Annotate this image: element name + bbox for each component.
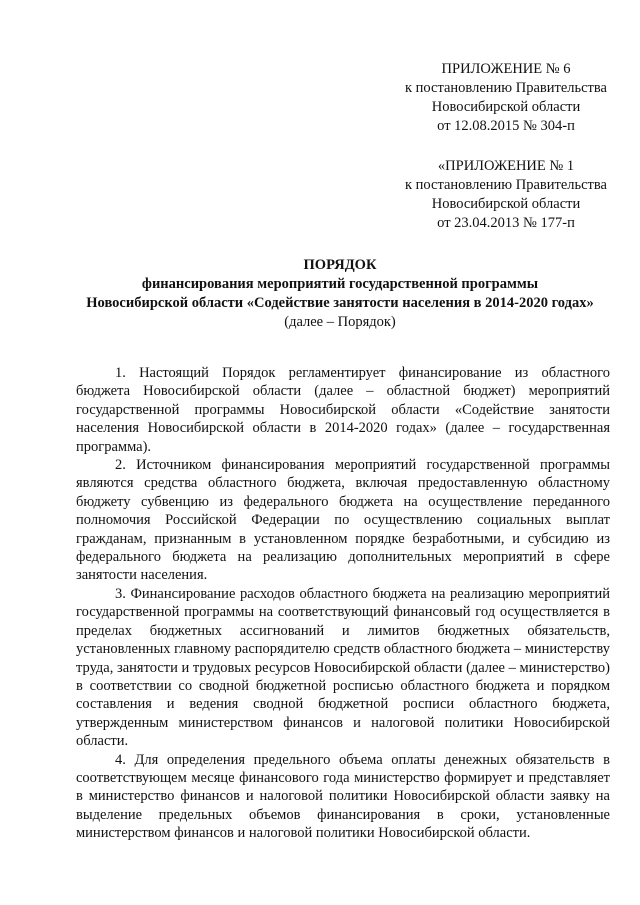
appendix-6-region: Новосибирской области bbox=[431, 99, 581, 115]
appendix-6-resolution: к постановлению Правительства bbox=[405, 80, 607, 96]
paragraph-3: 3. Финансирование расходов областного бюджета на реализацию мероприятий государственной программы на соответствующий финансовый год осуществляется в пределах бюджетных ассигнований и лимитов бюджетных обязательств, установленных главному распорядителю средств областного бюджета – министерству труда, занятости и трудовых ресурсов Новосибирской области (далее – министерство) в соответствии со сводной бюджетной росписью областного бюджета и порядком составления и ведения сводной бюджетной росписи областного бюджета, утвержденным министерством финансов и налоговой политики Новосибирской области. bbox=[76, 585, 610, 750]
appendix-6-title: ПРИЛОЖЕНИЕ № 6 bbox=[441, 61, 571, 77]
appendix-6-date: от 12.08.2015 № 304-п bbox=[437, 118, 575, 134]
document-subtitle-line-3: (далее – Порядок) bbox=[284, 314, 396, 330]
appendix-1-header bbox=[392, 157, 620, 233]
appendix-1-title: «ПРИЛОЖЕНИЕ № 1 bbox=[437, 158, 575, 174]
document-subtitle-line-2: Новосибирской области «Содействие занятости населения в 2014-2020 годах» bbox=[86, 295, 594, 311]
paragraph-2: 2. Источником финансирования мероприятий государственной программы являются средства областного бюджета, включая предоставленную областному бюджету субвенцию из федерального бюджета на осуществление переданного полномочия Российской Федерации по осуществлению социальных выплат гражданам, признанным в установленном порядке безработными, и субсидию из федерального бюджета на реализацию дополнительных мероприятий в сфере занятости населения. bbox=[76, 457, 610, 584]
appendix-1-region: Новосибирской области bbox=[431, 196, 581, 212]
appendix-1-resolution: к постановлению Правительства bbox=[405, 177, 607, 193]
document-subtitle-line-1: финансирования мероприятий государственной программы bbox=[141, 276, 539, 292]
appendix-6-header bbox=[392, 60, 620, 136]
document-body bbox=[76, 364, 610, 843]
appendix-1-date: от 23.04.2013 № 177-п bbox=[437, 215, 575, 231]
document-title: ПОРЯДОК bbox=[303, 257, 377, 273]
paragraph-4: 4. Для определения предельного объема оплаты денежных обязательств в соответствующем месяце финансового года министерство формирует и представляет в министерство финансов и налоговой политики Новосибирской области заявку на выделение предельных объемов финансирования в сроки, установленные министерством финансов и налоговой политики Новосибирской области. bbox=[76, 751, 610, 842]
paragraph-1: 1. Настоящий Порядок регламентирует финансирование из областного бюджета Новосибирской области (далее – областной бюджет) мероприятий государственной программы Новосибирской области «Содействие занятости населения Новосибирской области в 2014-2020 годах» (далее – государственная программа). bbox=[76, 365, 610, 455]
document-heading bbox=[60, 256, 620, 332]
